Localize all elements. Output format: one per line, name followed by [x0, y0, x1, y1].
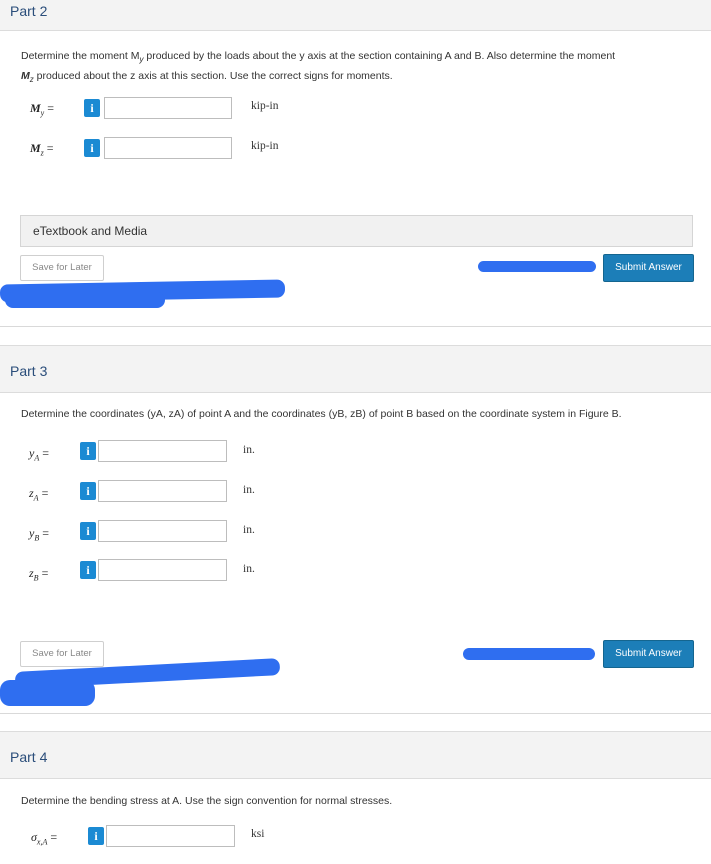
yb-label: $y_B$ =	[29, 526, 49, 543]
info-icon[interactable]: i	[80, 522, 96, 540]
zb-input[interactable]	[98, 559, 227, 581]
ya-input[interactable]	[98, 440, 227, 462]
za-input[interactable]	[98, 480, 227, 502]
info-icon[interactable]: i	[88, 827, 104, 845]
mz-label: $M_z$ =	[30, 141, 54, 158]
ya-unit: in.	[243, 444, 255, 456]
mz-unit: kip-in	[251, 140, 279, 152]
redaction-mark	[463, 648, 595, 660]
part2-question: Determine the moment $M_y$ produced by the loads about the y axis at the section containing A and B. Also determine the moment $M_z$ produced about the z axis at this section. Use the correct signs for moments.	[21, 50, 616, 85]
sigma-xa-label: $\sigma_{x,A}$ =	[31, 830, 58, 847]
redaction-mark	[0, 680, 95, 706]
part3-title: Part 3	[10, 363, 48, 379]
my-input[interactable]	[104, 97, 232, 119]
yb-input[interactable]	[98, 520, 227, 542]
my-unit: kip-in	[251, 100, 279, 112]
part4-header	[0, 731, 711, 779]
divider	[0, 326, 711, 327]
zb-unit: in.	[243, 563, 255, 575]
part3-header	[0, 345, 711, 393]
sigma-xa-unit: ksi	[251, 828, 265, 840]
part4-title: Part 4	[10, 749, 48, 765]
etextbook-media-button[interactable]: eTextbook and Media	[20, 215, 693, 247]
info-icon[interactable]: i	[84, 99, 100, 117]
part2-title: Part 2	[10, 3, 48, 19]
redaction-mark	[5, 292, 165, 308]
info-icon[interactable]: i	[84, 139, 100, 157]
save-for-later-button[interactable]: Save for Later	[20, 641, 104, 667]
zb-label: $z_B$ =	[29, 566, 49, 583]
info-icon[interactable]: i	[80, 482, 96, 500]
ya-label: $y_A$ =	[29, 446, 49, 463]
mz-input[interactable]	[104, 137, 232, 159]
part3-question: Determine the coordinates (yA, zA) of point A and the coordinates (yB, zB) of point B based on the coordinate system in Figure B.	[21, 408, 622, 420]
submit-answer-button[interactable]: Submit Answer	[603, 254, 694, 282]
za-unit: in.	[243, 484, 255, 496]
part2-header	[0, 0, 711, 31]
save-for-later-button[interactable]: Save for Later	[20, 255, 104, 281]
submit-answer-button[interactable]: Submit Answer	[603, 640, 694, 668]
za-label: $z_A$ =	[29, 486, 49, 503]
yb-unit: in.	[243, 524, 255, 536]
info-icon[interactable]: i	[80, 561, 96, 579]
sigma-xa-input[interactable]	[106, 825, 235, 847]
info-icon[interactable]: i	[80, 442, 96, 460]
my-label: $M_y$ =	[30, 101, 55, 118]
part4-question: Determine the bending stress at A. Use the sign convention for normal stresses.	[21, 795, 393, 807]
redaction-mark	[478, 261, 596, 272]
divider	[0, 713, 711, 714]
